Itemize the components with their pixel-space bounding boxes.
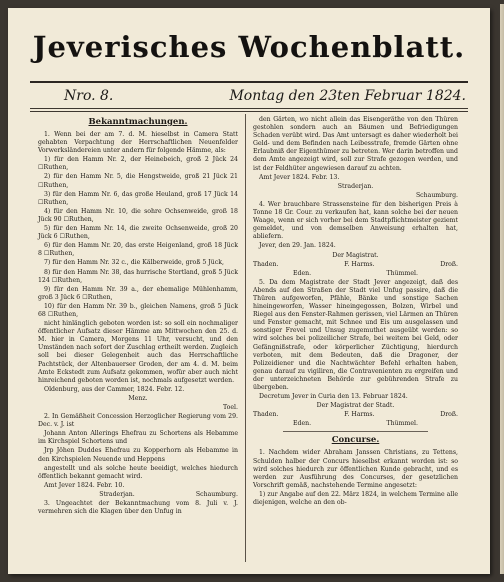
paragraph: 2. In Gemäßheit Concession Herzoglicher Regierung vom 29. Dec. v. J. ist <box>38 413 238 429</box>
signature-row-3 <box>253 411 458 419</box>
signature-row-amt <box>38 491 238 499</box>
left-paragraphs-2 <box>38 413 238 490</box>
signature-name: Droß. <box>440 411 458 419</box>
signature-row-2 <box>253 270 458 278</box>
signature-schaumburg-right: Schaumburg. <box>415 191 458 199</box>
issue-rule-bottom <box>30 111 468 112</box>
column-divider <box>245 114 246 562</box>
signature-name: Thaden. <box>253 411 279 419</box>
magistrat-label: Der Magistrat. <box>332 251 379 259</box>
signature-menz: Menz. <box>128 394 148 402</box>
masthead-rule <box>30 81 468 83</box>
left-paragraphs-3 <box>38 500 238 516</box>
paragraph: 3) für den Hamm Nr. 6, das große Heuland, groß 17 Jück 14 ☐Ruthen, <box>38 190 238 206</box>
right-paragraphs-4 <box>253 449 458 507</box>
paragraph: 1) zur Angabe auf den 22. März 1824, in welchem Termine alle diejenigen, welche an den ob- <box>253 490 458 507</box>
paragraph: nicht hinlänglich geboten worden ist: so soll ein nochmaliger öffentlicher Aufsatz dieser Hämme am Mittwochen den 25. d. M. hier in Camera, Morgens 11 Uhr, versucht, und den Umständen nach sofort der Zuschlag ertheilt werden. Zugleich soll bei dieser Gelegenheit auch das Herrschaftliche Pachtstück, der Altenbauerser Groden, der am 4. d. M. beim Amte Eckstedt zum Aufsatz gekommen, wofür aber auch nicht hinreichend geboten worden ist, nochmals aufgesetzt werden. <box>38 320 238 384</box>
signature-schaumburg: Schaumburg. <box>195 490 238 498</box>
signature-name: Eden. <box>293 269 312 277</box>
paragraph: 1. Nachdem wider Abraham Janssen Christians, zu Tettens, Schulden halber der Concurs hieselbst erkannt worden ist: so wird solches hiedurch zur öffentlichen Kunde gebracht, und es werden zur Ausführung des Concurses, der gesetzlichen Vorschrift gemäß, nachstehende Termine angesetzt: <box>253 449 458 489</box>
right-paragraphs <box>253 116 458 182</box>
newspaper-page <box>8 8 490 574</box>
paragraph: Oldenburg, aus der Cammer, 1824. Febr. 12. <box>44 385 185 393</box>
paragraph: 7) für den Hamm Nr. 32 c., die Kälberweide, groß 5 Jück, <box>44 259 224 267</box>
paragraph: 8) für den Hamm Nr. 38, das hurrische Stertland, groß 5 Jück 124 ☐Ruthen, <box>38 268 238 284</box>
paragraph: Amt Jever 1824. Febr. 10. <box>44 481 125 489</box>
signature-name: Thümmel. <box>386 420 418 428</box>
left-paragraphs <box>38 131 238 394</box>
signature-row-4 <box>253 420 458 428</box>
right-paragraphs-2 <box>253 201 458 251</box>
issue-line <box>64 88 466 104</box>
paragraph: 9) für den Hamm Nr. 39 a., der ehemalige Mühlenhamm, groß 3 Jück 6 ☐Ruthen, <box>38 285 238 301</box>
signature-toel: Toel. <box>223 404 238 411</box>
paragraph: 6) für den Hamm Nr. 20, das erste Heigenland, groß 18 Jück 8 ☐Ruthen, <box>38 242 238 258</box>
signature-name: Thaden. <box>253 260 279 268</box>
section-heading-concurse: Concurse. <box>331 435 380 446</box>
paragraph: Jrp Jöhen Duddes Ehefrau zu Kopperhorn als Hebamme in den Kirchspielen Neuende und Heppens <box>38 447 238 463</box>
issue-number: Nro. 8. <box>64 88 114 104</box>
issue-rule-top <box>30 108 468 109</box>
paragraph: 5) für den Hamm Nr. 14, die zweite Ochsenweide, groß 20 Jück 6 ☐Ruthen, <box>38 225 238 241</box>
signature-straderjan: Straderjan. <box>99 490 135 498</box>
paragraph: 2) für den Hamm Nr. 5, die Hengstweide, groß 21 Jück 21 ☐Ruthen, <box>38 173 238 189</box>
signature-name: F. Harms. <box>344 260 375 268</box>
paragraph: den Gärten, wo nicht allein das Eisengeräthe von den Thüren gestohlen sondern auch an Bäumen und Befriedigungen Schaden verübt wird. Das Amt untersagt es daher wiederholt bei Geld- und dem Befinden nach Leibesstrafe, fremde Gärten ohne Erlaubniß der Eigenthümer zu betreten. Wer darin betroffen und dem Amte angezeigt wird, soll zur Strafe gezogen werden, und ist der Feldhüter angewiesen darauf zu achten. <box>253 116 458 172</box>
paragraph: 4. Wer brauchbare Strassensteine für den bisherigen Preis à Tonne 18 Gr. Cour. zu verkaufen hat, kann solche bei der neuen Waage, wenn er sich vorher bei dem Stadtpflichtmeister geziemt gemeldet, und von demselben Anweisung erhalten hat, abliefern. <box>253 200 458 241</box>
paragraph: Decretum Jever in Curia den 13. Februar 1824. <box>259 393 408 401</box>
right-paragraphs-3 <box>253 279 458 401</box>
paragraph: 4) für den Hamm Nr. 10, die sohre Ochsenweide, groß 18 Jück 90 ☐Ruthen, <box>38 207 238 223</box>
signature-row-1 <box>253 261 458 269</box>
signature-name: F. Harms. <box>344 411 375 419</box>
book-spine <box>500 4 504 574</box>
paragraph: Jever, den 29. Jan. 1824. <box>259 242 336 250</box>
paragraph: Amt Jever 1824. Febr. 13. <box>259 173 340 181</box>
paragraph: 3. Ungeachtet der Bekanntmachung vom 8. Juli v. J. vermehren sich die Klagen über den Unfug in <box>38 500 238 516</box>
right-column <box>253 116 458 508</box>
paragraph: 5. Da dem Magistrate der Stadt Jever angezeigt, daß des Abends auf den Straßen der Stadt viel Unfug passire, daß die Thüren aufgeworfen, Pfähle, Bänke und sonstige Sachen hineingeworfen, Wasser hineingegossen, Bolzen, Wirbel und Riegel aus den Fenster-Rahmen gerissen, viel Lärmen an Thüren und Fenster gemacht, mit Schnee und Eis um ausgelassen und sonstiger Frevel und Unsug zugemuthet ausgeübt werden: so wird solches bei polizeilicher Strafe, bei weitem bei Geld, oder Gefängnißstrafe, oder körperlicher Züchtigung, hierdurch verboten, mit dem Bedeuten, daß die Dragoner, der Polizeidiener und die Nachtwächter Befehl erhalten haben, genau darauf zu vigiliren, die Contravenienten zu ergreifen und der unterzeichneten Behörde zur gebührenden Strafe zu übergeben. <box>253 278 458 391</box>
left-column <box>38 116 238 517</box>
paragraph: 1) für den Hamm Nr. 2, der Heinebeich, groß 2 Jück 24 ☐Ruthen, <box>38 156 238 172</box>
signature-name: Droß. <box>440 260 458 268</box>
section-heading-bekanntmachungen: Bekanntmachungen. <box>88 117 188 127</box>
magistrat-stadt-label: Der Magistrat der Stadt. <box>316 402 395 410</box>
masthead-title: Jeverisches Wochenblatt. <box>32 30 466 64</box>
paragraph: angestellt und als solche heute beeidigt, welches hiedurch öffentlich bekannt gemacht wird. <box>38 464 238 480</box>
signature-name: Eden. <box>293 420 312 428</box>
paragraph: 1. Wenn bei der am 7. d. M. hieselbst in Camera Statt gehabten Verpachtung der Herrschaftlichen Neuenfelder Vorwerksländereien unter andern für folgende Hämme, als: <box>38 131 238 155</box>
signature-name: Thümmel. <box>386 269 418 277</box>
issue-date: Montag den 23ten Februar 1824. <box>229 88 466 104</box>
paragraph: Johann Anton Allerings Ehefrau zu Schortens als Hebamme im Kirchspiel Schortens und <box>38 430 238 446</box>
section-rule <box>283 431 428 432</box>
paragraph: 10) für den Hamm Nr. 39 b., gleichen Namens, groß 5 Jück 68 ☐Ruthen, <box>38 302 238 318</box>
signature-straderjan-right: Straderjan. <box>337 182 374 190</box>
